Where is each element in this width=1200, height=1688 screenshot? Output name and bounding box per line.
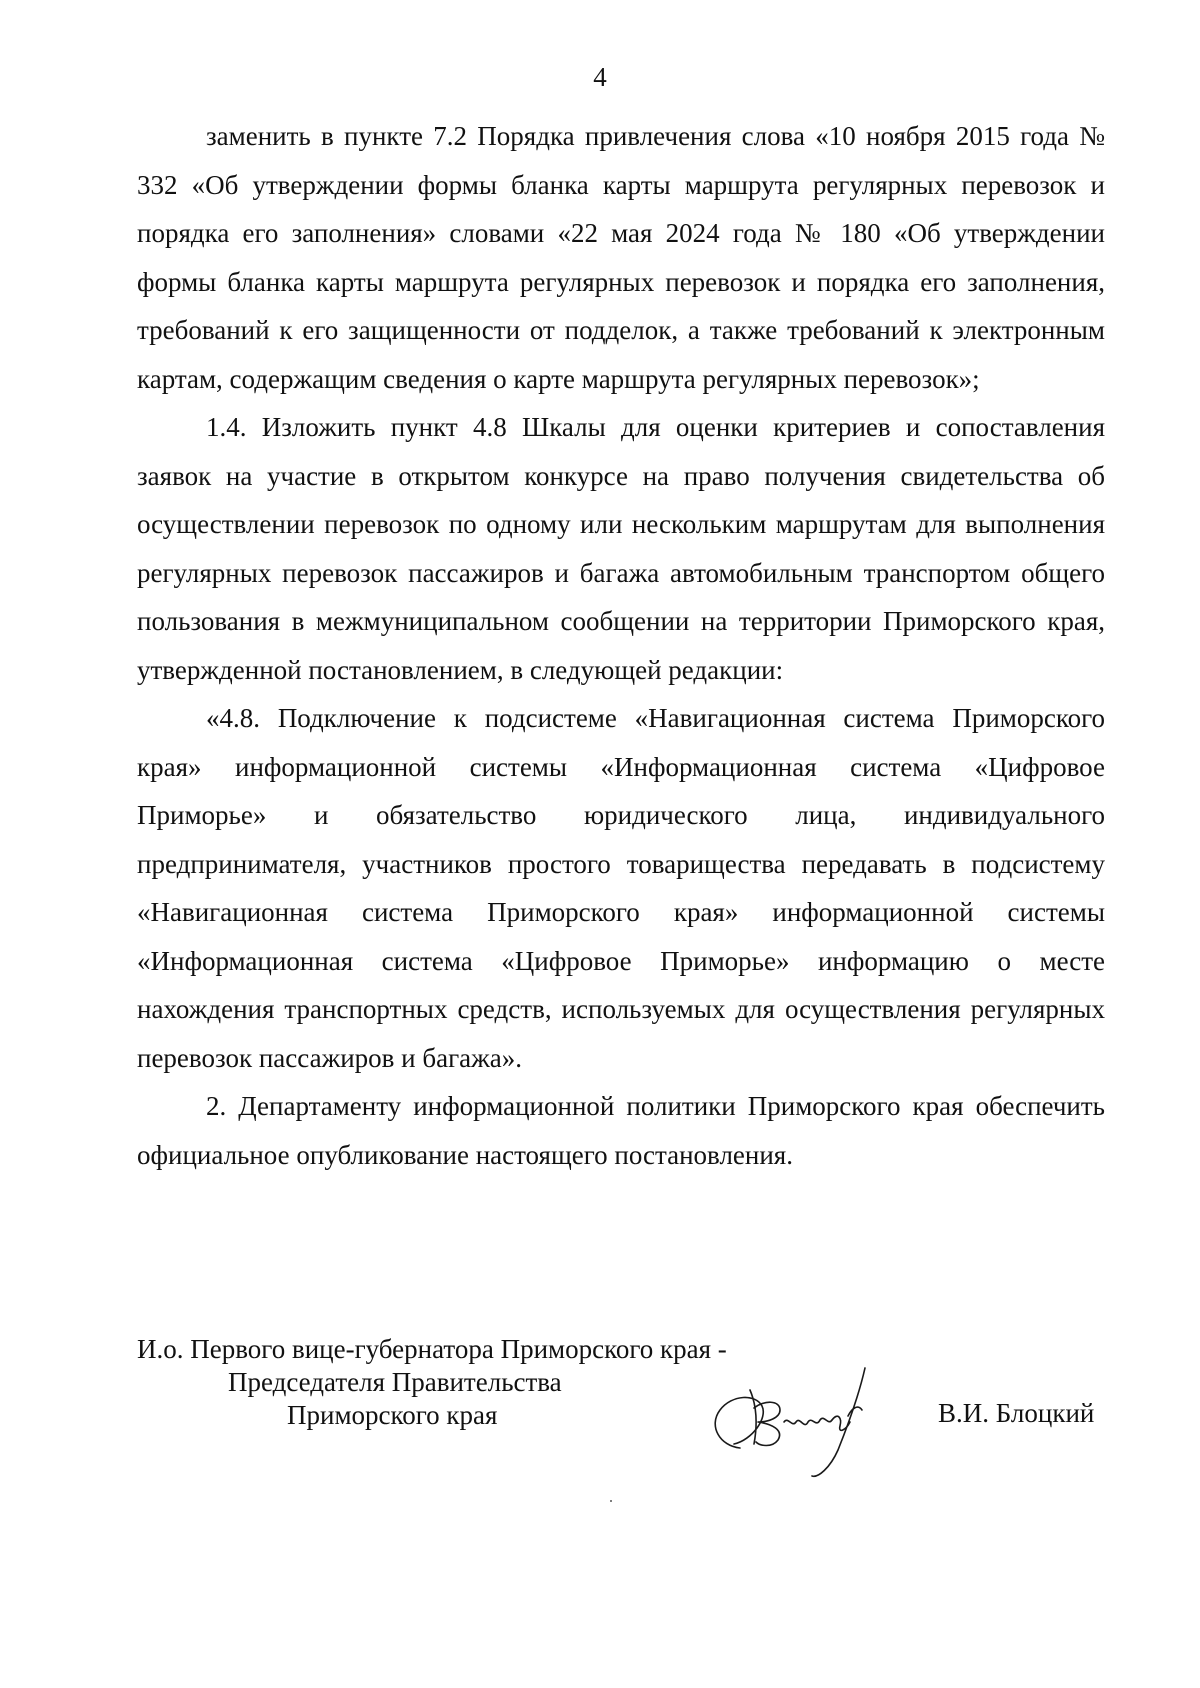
scan-dot [610, 1500, 612, 1502]
document-body [137, 112, 1105, 1179]
paragraph-1-4: 1.4. Изложить пункт 4.8 Шкалы для оценки критериев и сопоставления заявок на участие в открытом конкурсе на право получения свидетельства об осуществлении перевозок по одному или нескольким маршрутам для выполнения регулярных перевозок пассажиров и багажа автомобильным транспортом общего пользования в межмуниципальном сообщении на территории Приморского края, утвержденной постановлением, в следующей редакции: [137, 412, 1105, 685]
signatory-title-line3: Приморского края [287, 1400, 498, 1430]
signatory-title-line2: Председателя Правительства [228, 1367, 562, 1397]
signatory-title [137, 1333, 727, 1432]
handwritten-signature [700, 1360, 900, 1480]
signatory-title-line1: И.о. Первого вице-губернатора Приморского края - [137, 1334, 727, 1364]
signer-name: В.И. Блоцкий [938, 1398, 1095, 1428]
paragraph-replace-wording: заменить в пункте 7.2 Порядка привлечения слова «10 ноября 2015 года № 332 «Об утверждении формы бланка карты маршрута регулярных перевозок и порядка его заполнения» словами «22 мая 2024 года № 180 «Об утверждении формы бланка карты маршрута регулярных перевозок и порядка его заполнения, требований к его защищенности от подделок, а также требований к электронным картам, содержащим сведения о карте маршрута регулярных перевозок»; [137, 121, 1105, 394]
page-number: 4 [593, 62, 607, 92]
paragraph-4-8: «4.8. Подключение к подсистеме «Навигационная система Приморского края» информационной системы «Информационная система «Цифровое Приморье» и обязательство юридического лица, индивидуального предпринимателя, участников простого товарищества передавать в подсистему «Навигационная система Приморского края» информационной системы «Информационная система «Цифровое Приморье» информацию о месте нахождения транспортных средств, используемых для осуществления регулярных перевозок пассажиров и багажа». [137, 703, 1105, 1073]
paragraph-2: 2. Департаменту информационной политики Приморского края обеспечить официальное опубликование настоящего постановления. [137, 1091, 1105, 1170]
